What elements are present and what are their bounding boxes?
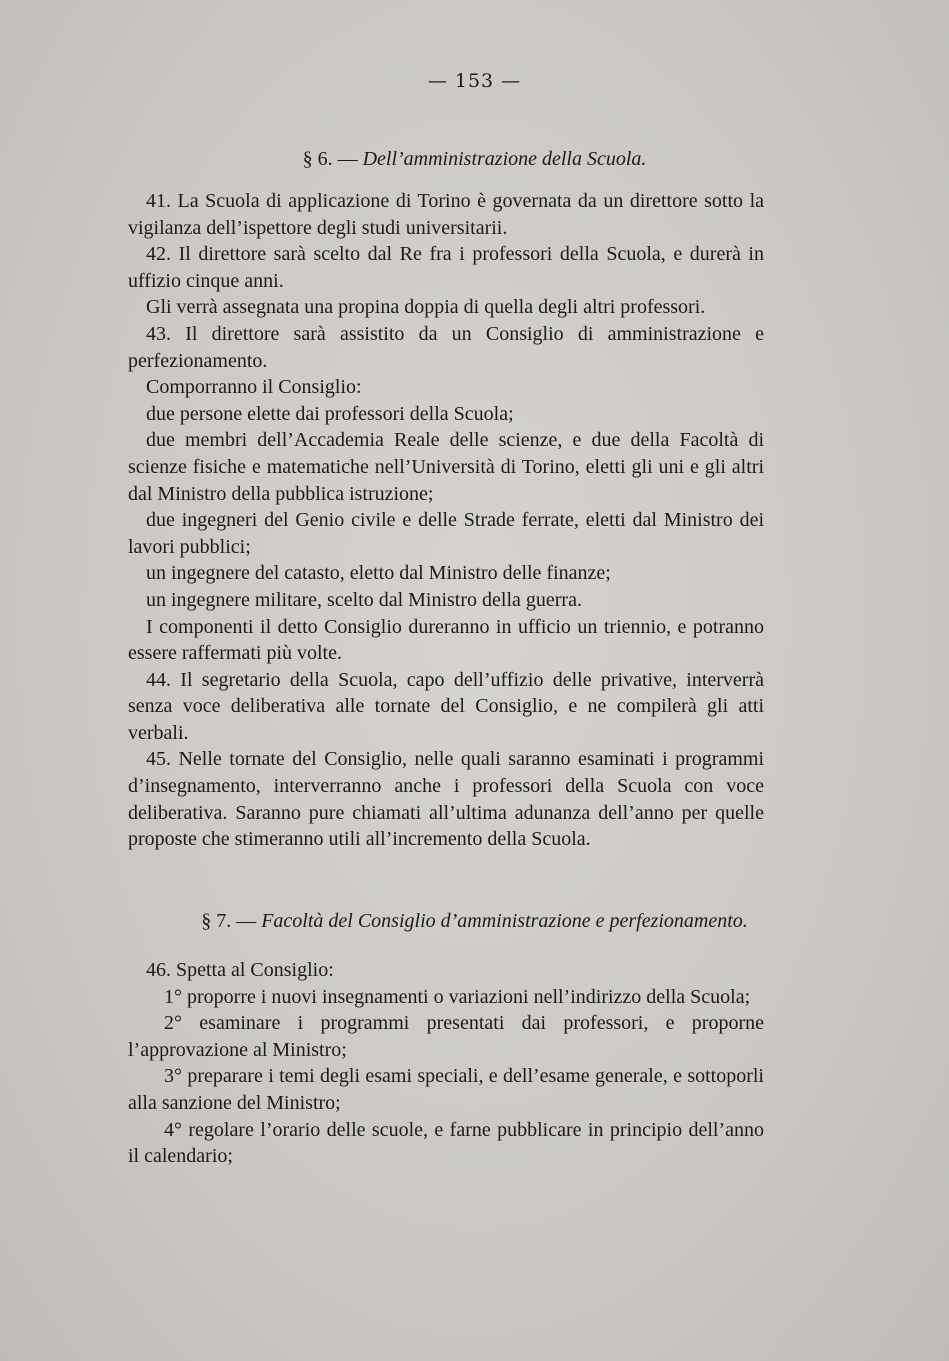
paragraph-art-43: 43. Il direttore sarà assistito da un Consiglio di amministrazione e perfezionamento. (128, 322, 764, 372)
article-46 (128, 957, 764, 1170)
list-item-accademia: due membri dell’Accademia Reale delle scienze, e due della Facoltà di scienze fisiche e matematiche nell’Università di Torino, eletti gli uni e gli altri dal Ministro della pubblica istruzione; (128, 429, 764, 505)
paragraph-propina: Gli verrà assegnata una propina doppia di quella degli altri professori. (146, 296, 706, 319)
list-item-2: 2° esaminare i programmi presentati dai professori, e proporne l’approvazione al Ministro; (128, 1012, 764, 1061)
articles-41-45 (128, 188, 764, 853)
page-number: — 153 — (427, 70, 522, 92)
list-item-genio-civile: due ingegneri del Genio civile e delle Strade ferrate, eletti dal Ministro dei lavori pubblici; (128, 509, 764, 558)
paragraph-art-45: 45. Nelle tornate del Consiglio, nelle quali saranno esaminati i programmi d’insegnamento, interverranno anche i professori della Scuola con voce deliberativa. Saranno pure chiamati all’ultima adunanza dell’anno per quelle proposte che stimeranno utili all’incremento della Scuola. (128, 748, 764, 851)
list-item-4: 4° regolare l’orario delle scuole, e farne pubblicare in principio dell’anno il calendario; (128, 1118, 764, 1168)
paragraph-componenti: I componenti il detto Consiglio dureranno in ufficio un triennio, e potranno essere raffermati più volte. (128, 615, 764, 665)
list-item-professori: due persone elette dai professori della Scuola; (146, 402, 514, 425)
paragraph-art-44: 44. Il segretario della Scuola, capo dell’uffizio delle privative, interverrà senza voce deliberativa alle tornate del Consiglio, e ne compilerà gli atti verbali. (128, 668, 764, 744)
paragraph-comporranno: Comporranno il Consiglio: (146, 376, 362, 399)
section-7-title: Facoltà del Consiglio d’amministrazione e perfezionamento. (261, 910, 748, 932)
section-6-title: Dell’amministrazione della Scuola. (362, 148, 647, 170)
list-item-catasto: un ingegnere del catasto, eletto dal Ministro delle finanze; (146, 562, 611, 585)
section-6-heading (0, 148, 949, 171)
list-item-militare: un ingegnere militare, scelto dal Ministro della guerra. (146, 588, 582, 611)
section-7-label: § 7. — (201, 910, 257, 932)
paragraph-art-46: 46. Spetta al Consiglio: (146, 959, 334, 981)
list-item-1: 1° proporre i nuovi insegnamenti o variazioni nell’indirizzo della Scuola; (164, 985, 751, 1008)
paragraph-art-42: 42. Il direttore sarà scelto dal Re fra i professori della Scuola, e durerà in uffizio cinque anni. (128, 243, 764, 292)
paragraph-art-41: 41. La Scuola di applicazione di Torino è governata da un direttore sotto la vigilanza dell’ispettore degli studi universitarii. (128, 190, 764, 239)
list-item-3: 3° preparare i temi degli esami speciali, e dell’esame generale, e sottoporli alla sanzione del Ministro; (128, 1065, 764, 1114)
section-7-heading (0, 910, 949, 933)
section-6-label: § 6. — (302, 148, 358, 170)
